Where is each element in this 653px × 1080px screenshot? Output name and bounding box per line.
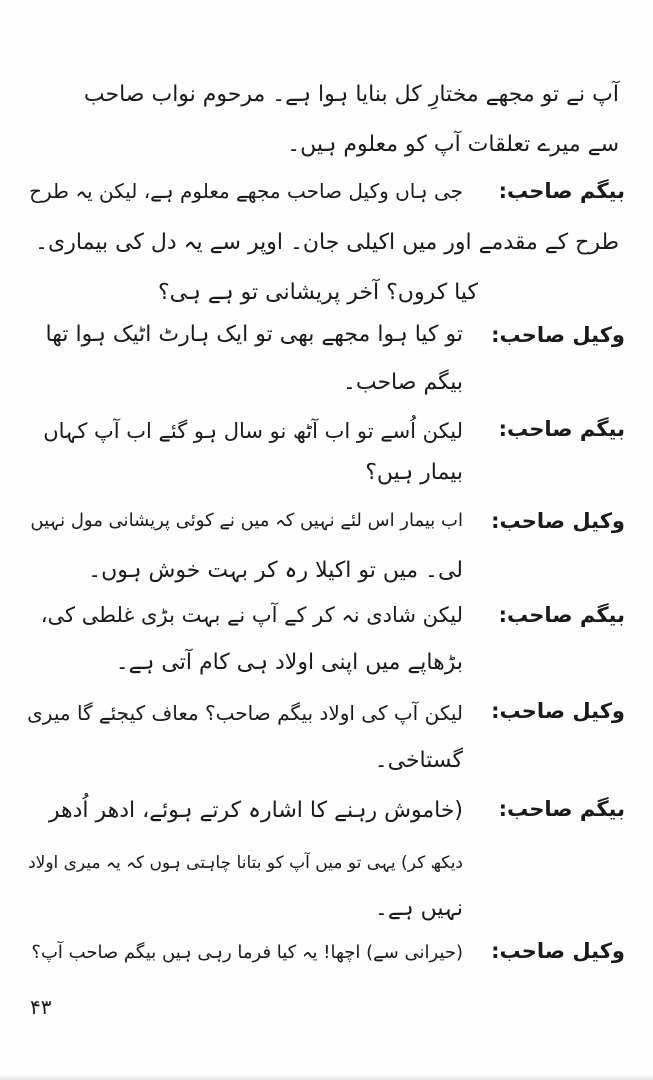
- page-number: ۴۳: [30, 995, 52, 1019]
- dialogue-line: بڑھاپے میں اپنی اولاد ہی کام آتی ہے۔: [115, 650, 463, 675]
- dialogue-line: تو کیا ہوا مجھے بھی تو ایک ہارٹ اٹیک ہوا تھا: [45, 322, 463, 347]
- intro-line-1: آپ نے تو مجھے مختارِ کل بنایا ہوا ہے۔ مرحوم نواب صاحب: [83, 82, 619, 107]
- dialogue-line: نہیں ہے۔: [374, 896, 463, 921]
- dialogue-line: بیگم صاحب۔: [342, 370, 463, 395]
- speaker-label: وکیل صاحب:: [491, 939, 625, 963]
- speaker-label: وکیل صاحب:: [491, 509, 625, 533]
- scan-edge: [0, 1074, 653, 1080]
- speaker-label: بیگم صاحب:: [498, 417, 625, 441]
- speaker-label: بیگم صاحب:: [498, 179, 625, 203]
- dialogue-line: (حیرانی سے) اچھا! یہ کیا فرما رہی ہیں بیگم صاحب آپ؟: [31, 942, 463, 963]
- speaker-label: بیگم صاحب:: [498, 603, 625, 627]
- intro-line-2: سے میرے تعلقات آپ کو معلوم ہیں۔: [287, 132, 619, 157]
- dialogue-line: لیکن اُسے تو اب آٹھ نو سال ہو گئے اب آپ کہاں: [43, 419, 463, 443]
- dialogue-line: (خاموش رہنے کا اشارہ کرتے ہوئے، ادھر اُدھر: [48, 798, 463, 823]
- dialogue-line: لیکن آپ کی اولاد بیگم صاحب؟ معاف کیجئے گا میری: [27, 701, 463, 725]
- dialogue-line: لی۔ میں تو اکیلا رہ کر بہت خوش ہوں۔: [88, 558, 463, 583]
- dialogue-line: جی ہاں وکیل صاحب مجھے معلوم ہے، لیکن یہ طرح: [29, 179, 463, 203]
- dialogue-line: اب بیمار اس لئے نہیں کہ میں نے کوئی پریشانی مول نہیں: [30, 510, 463, 531]
- dialogue-line: کیا کروں؟ آخر پریشانی تو ہے ہی؟: [157, 280, 478, 305]
- dialogue-line: گستاخی۔: [374, 748, 463, 773]
- speaker-label: وکیل صاحب:: [491, 699, 625, 723]
- dialogue-line: بیمار ہیں؟: [365, 460, 463, 485]
- speaker-label: بیگم صاحب:: [498, 797, 625, 821]
- dialogue-line: دیکھ کر) یہی تو میں آپ کو بتانا چاہتی ہوں کہ یہ میری اولاد: [28, 853, 463, 873]
- dialogue-line: لیکن شادی نہ کر کے آپ نے بہت بڑی غلطی کی،: [40, 603, 463, 627]
- dialogue-line: طرح کے مقدمے اور میں اکیلی جان۔ اوپر سے یہ دل کی بیماری۔: [35, 230, 619, 255]
- speaker-label: وکیل صاحب:: [491, 323, 625, 347]
